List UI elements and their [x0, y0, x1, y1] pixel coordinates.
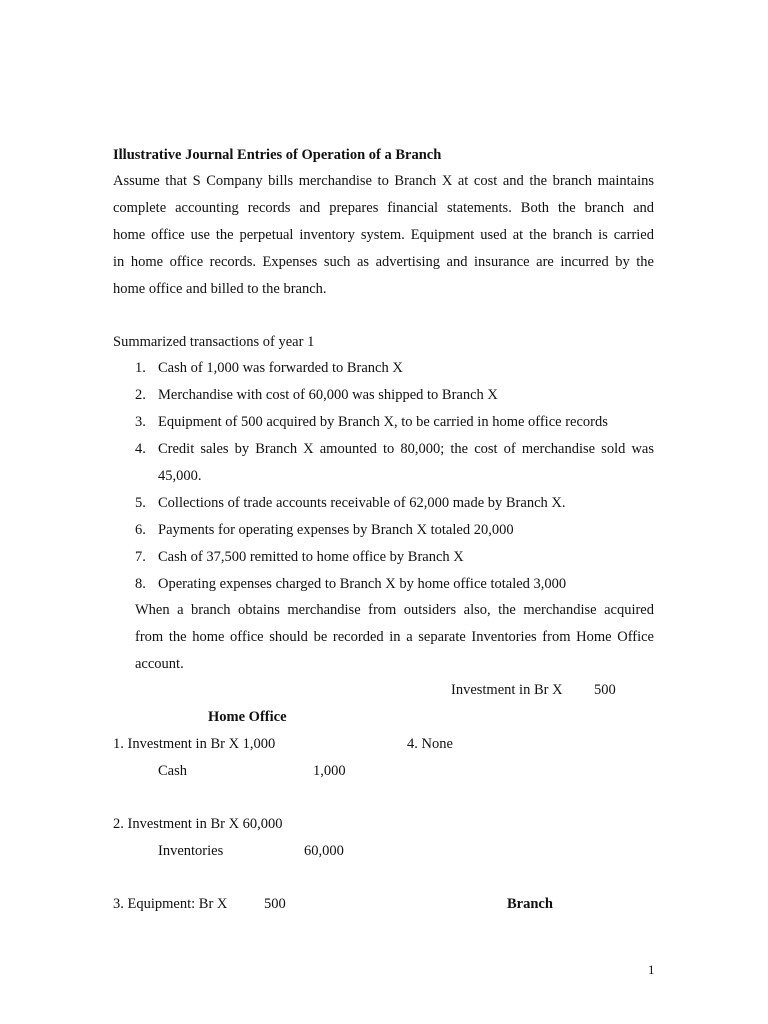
- list-text: Cash of 37,500 remitted to home office by Branch X: [158, 549, 464, 565]
- list-number: 1.: [135, 360, 146, 376]
- intro-paragraph: [113, 168, 654, 303]
- intro-line: Assume that S Company bills merchandise to Branch X at cost and the branch maintains: [113, 173, 654, 189]
- branch-heading: Branch: [507, 896, 553, 912]
- list-text: Operating expenses charged to Branch X by home office totaled 3,000: [158, 576, 567, 592]
- list-text: Collections of trade accounts receivable of 62,000 made by Branch X.: [158, 495, 566, 511]
- intro-line: home office and billed to the branch.: [113, 281, 327, 297]
- entry-3-debit-label: 3. Equipment: Br X: [113, 896, 228, 912]
- list-item: [135, 490, 654, 517]
- list-number: 5.: [135, 495, 146, 511]
- page-number: 1: [648, 962, 655, 977]
- entry-3-debit-amount: 500: [264, 896, 286, 912]
- list-number: 3.: [135, 414, 146, 430]
- entry-2-credit-label: Inventories: [158, 843, 224, 859]
- intro-line: complete accounting records and prepares financial statements. Both the branch and: [113, 200, 654, 216]
- entry-1-debit: 1. Investment in Br X 1,000: [113, 736, 276, 752]
- summary-heading: Summarized transactions of year 1: [113, 334, 315, 350]
- transactions-list: [135, 355, 654, 598]
- home-office-heading: Home Office: [208, 709, 287, 725]
- list-item: [135, 571, 654, 598]
- list-item: [135, 517, 654, 544]
- note-paragraph: [135, 597, 654, 678]
- list-number: 2.: [135, 387, 146, 403]
- note-line: from the home office should be recorded in a separate Inventories from Home Office: [135, 629, 654, 645]
- entry-1-credit-amount: 1,000: [313, 763, 346, 779]
- list-number: 6.: [135, 522, 146, 538]
- entry-1-credit-label: Cash: [158, 763, 187, 779]
- investment-entry-amount: 500: [594, 682, 616, 698]
- list-item: [135, 382, 654, 409]
- list-number: 4.: [135, 441, 146, 457]
- list-number: 8.: [135, 576, 146, 592]
- document-title: Illustrative Journal Entries of Operation of a Branch: [113, 147, 442, 163]
- list-item: [135, 544, 654, 571]
- list-text: Merchandise with cost of 60,000 was shipped to Branch X: [158, 387, 498, 403]
- list-text: Payments for operating expenses by Branch X totaled 20,000: [158, 522, 514, 538]
- entry-4: 4. None: [407, 736, 453, 752]
- note-line: account.: [135, 656, 184, 672]
- entry-2-credit-amount: 60,000: [304, 843, 344, 859]
- list-text: Credit sales by Branch X amounted to 80,000; the cost of merchandise sold was: [158, 441, 654, 457]
- entry-2-debit: 2. Investment in Br X 60,000: [113, 816, 283, 832]
- list-text: 45,000.: [158, 468, 202, 484]
- intro-line: home office use the perpetual inventory system. Equipment used at the branch is carried: [113, 227, 654, 243]
- note-line: When a branch obtains merchandise from outsiders also, the merchandise acquired: [135, 602, 654, 618]
- intro-line: in home office records. Expenses such as advertising and insurance are incurred by the: [113, 254, 654, 270]
- investment-entry-label: Investment in Br X: [451, 682, 563, 698]
- list-item: [135, 436, 654, 490]
- list-item: [135, 409, 654, 436]
- list-item: [135, 355, 654, 382]
- list-number: 7.: [135, 549, 146, 565]
- list-text: Equipment of 500 acquired by Branch X, to be carried in home office records: [158, 414, 608, 430]
- list-text: Cash of 1,000 was forwarded to Branch X: [158, 360, 403, 376]
